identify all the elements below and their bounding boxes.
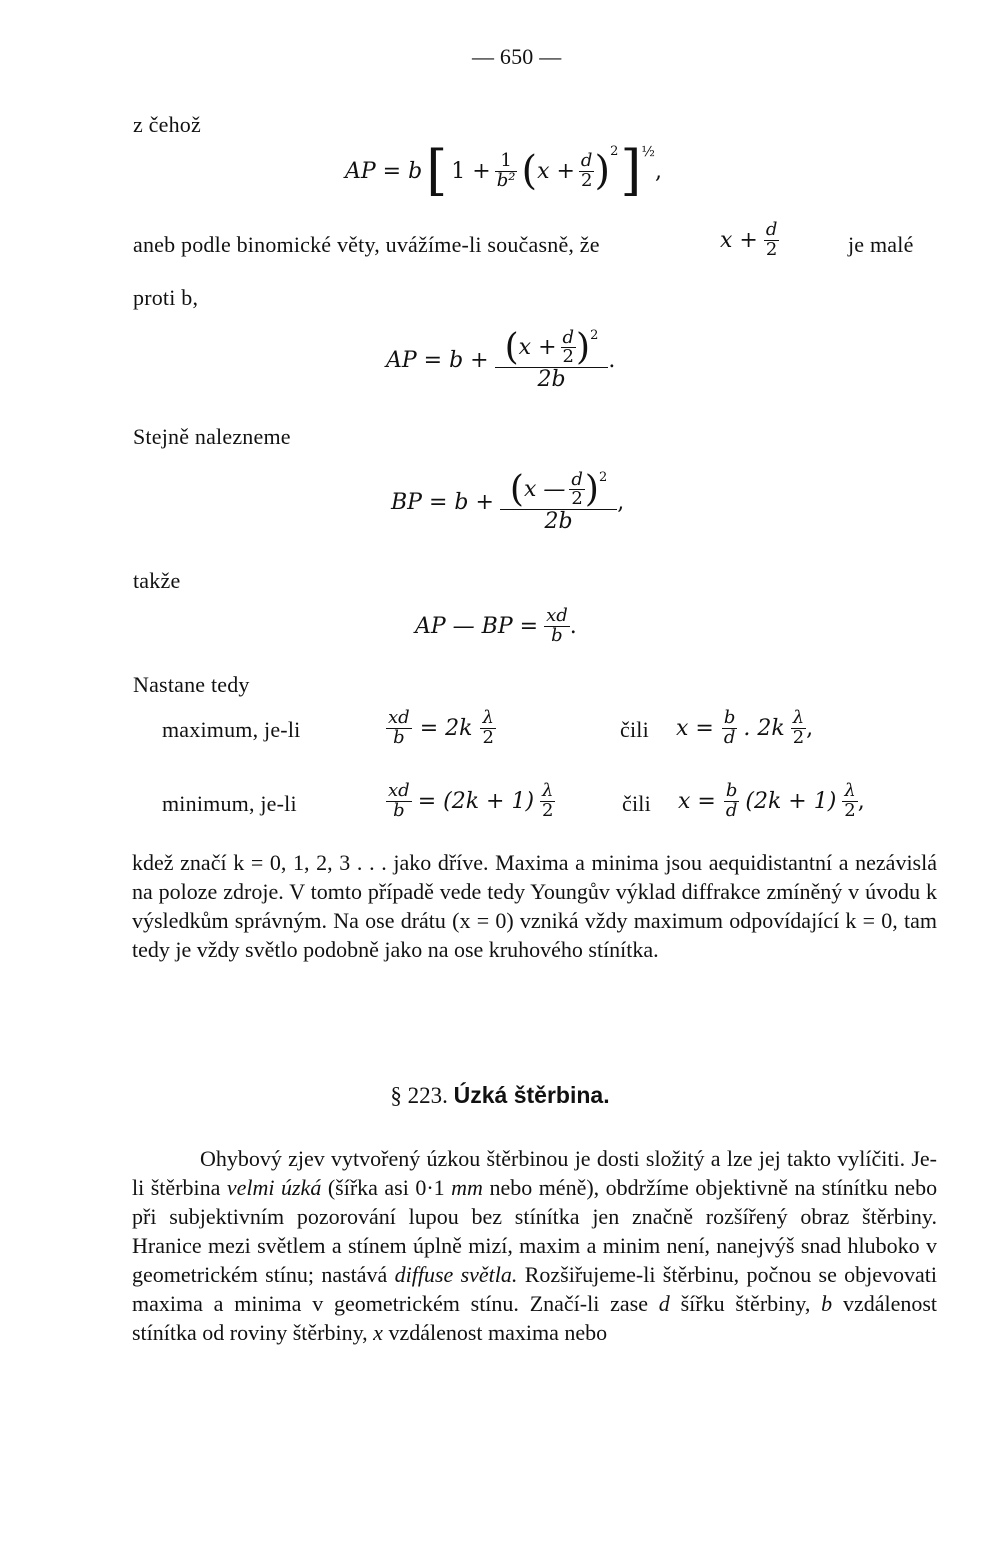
equation-ap-approx: AP = b + ( x + $\frac{d}{2}$ ) 2 2b . [386,326,616,393]
label-proti-b: proti b, [133,285,199,310]
label-stejne: Stejně nalezneme [133,424,291,449]
section-title: Úzká štěrbina. [453,1082,610,1108]
aneb-expression: x + $\frac{d}{2}$ [720,218,778,260]
label-maximum: maximum, je-li [162,717,301,742]
label-aneb-line: aneb podle binomické věty, uvážíme-li současně, že [133,232,600,257]
paragraph-narrow-slit [132,1144,937,1347]
eq1-paren-x: x + [537,158,575,184]
label-je-male: je malé [848,232,914,257]
equation-ap-minus-bp: AP — BP = $\frac{xd}{b}$ . [415,604,577,646]
equation-bp-approx: BP = b + ( x — $\frac{d}{2}$ ) 2 2b , [391,468,625,535]
eq1-exponent: ½ [641,144,655,160]
eq1-d-over-2: $\frac{d}{2}$ [580,149,593,191]
paragraph-maxima-minima [132,848,937,964]
eq1-frac: $\frac{1}{\text{b²}}$ [496,149,516,191]
section-heading [0,1082,1000,1109]
section-mark: § 223. [390,1083,448,1108]
eq1-one-plus: 1 + [451,158,491,184]
paragraph-2-text: Ohybový zjev vytvořený úzkou štěrbinou je dosti složitý a lze jej takto vylíčiti. Je-li štěrbina velmi úzká (šířka asi 0·1 mm nebo méně), obdržíme objektivně na stínítku nebo při subjektivním pozorování lupou bez stínítka jen značně rozšířený obraz štěrbiny. Hranice mezi světlem a stínem úplně mizí, maxim a minim není, nanejvýš snad hluboko v geometrickém stínu; nastává diffuse světla. Rozšiřujeme-li štěrbinu, počnou se objevovati maxima a minima v geometrickém stínu. Značí-li zase d šířku štěrbiny, b vzdálenost stínítka od roviny štěrbiny, x vzdálenost maxima nebo [132,1146,938,1345]
paragraph-1-text: kdež značí k = 0, 1, 2, 3 . . . jako dříve. Maxima a minima jsou aequidistantní a nezávislá na poloze zdroje. V tomto případě vede tedy Youngův výklad diffrakce zmíněný v úvodu k výsledkům správným. Na ose drátu (x = 0) vzniká vždy maximum odpovídající k = 0, tam tedy je vždy světlo podobně jako na ose kruhového stínítka. [132,850,937,962]
equation-ap-exact: AP = b [ 1 + $\frac{1}{\text{b²}}$ ( x + $\frac{d}{2}$ ) 2 ] ½ , [345,139,662,202]
label-cili-max: čili [620,717,649,742]
label-z-cehoz: z čehož [133,112,201,137]
minimum-position: x = $\frac{b}{d}$ (2k + 1) $\frac{\lambda}{2}$ , [678,779,865,821]
page-number: — 650 — [472,44,562,69]
maximum-condition: $\frac{xd}{b}$ = 2k $\frac{\lambda}{2}$ [388,706,494,748]
label-nastane: Nastane tedy [133,672,250,697]
label-takze: takže [133,568,181,593]
maximum-position: x = $\frac{b}{d}$ . 2k $\frac{\lambda}{2}$ , [676,706,814,748]
minimum-condition: $\frac{xd}{b}$ = (2k + 1) $\frac{\lambda}{2}$ [388,779,554,821]
eq1-lhs: AP = b [345,158,423,184]
label-minimum: minimum, je-li [162,791,297,816]
label-cili-min: čili [622,791,651,816]
